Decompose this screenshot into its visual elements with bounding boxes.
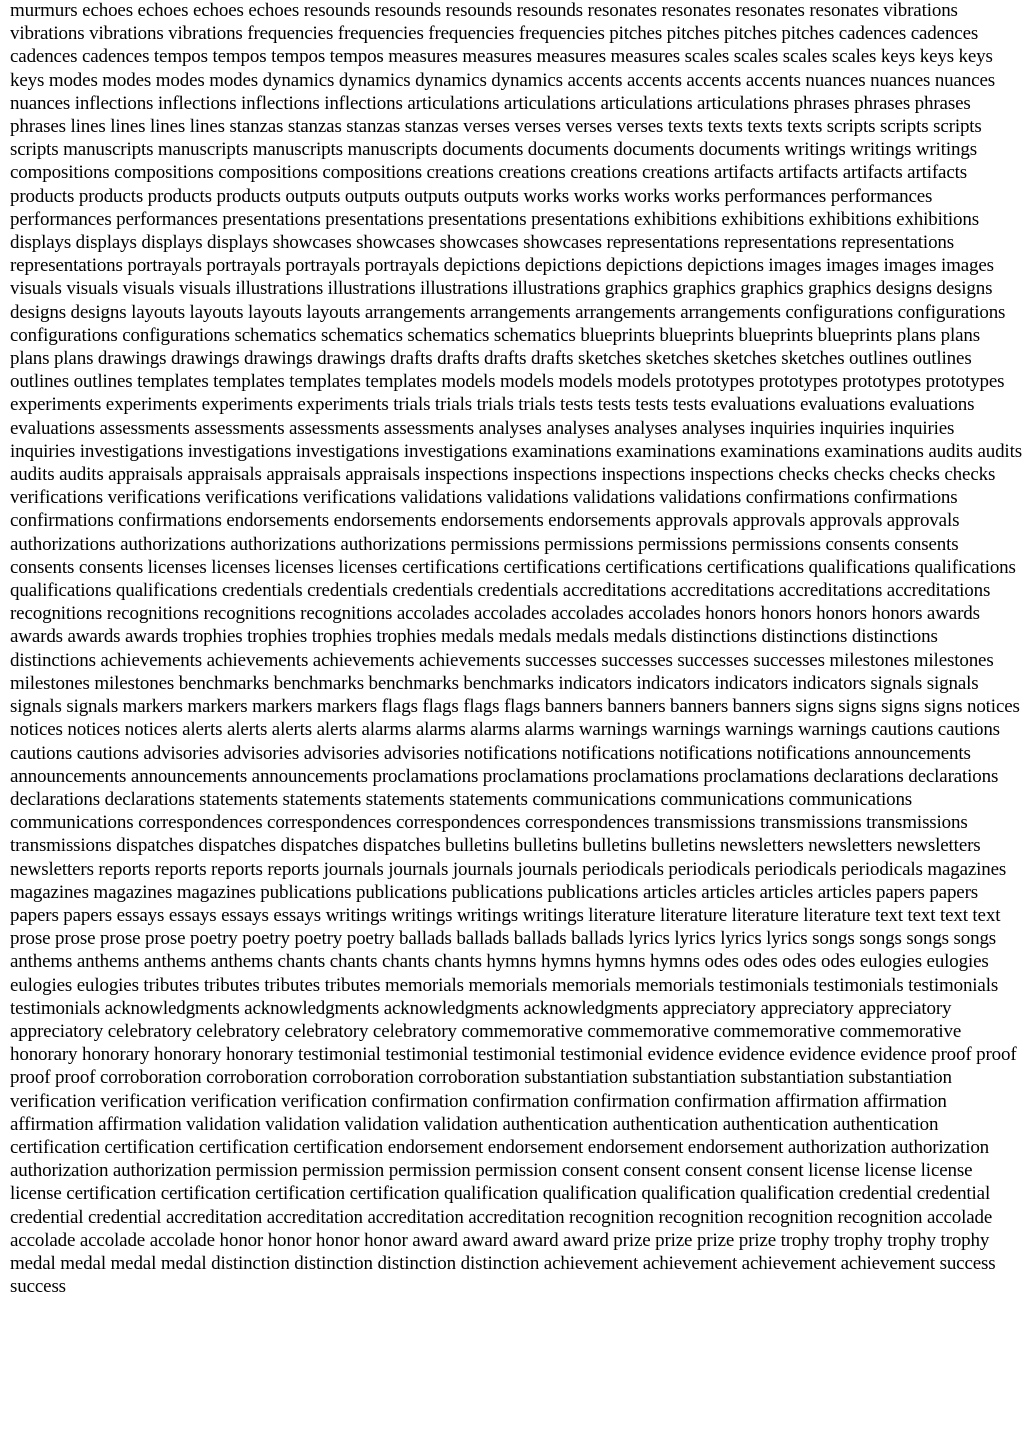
document-page [10, 0, 1022, 1298]
body-text: murmurs echoes echoes echoes echoes resounds resounds resounds resounds resonates resonates resonates resonates vibrations vibrations vibrations vibrations frequencies frequencies frequencies frequencies pitches pitches pitches pitches cadences cadences cadences cadences tempos tempos tempos tempos measures measures measures measures scales scales scales scales keys keys keys keys modes modes modes modes dynamics dynamics dynamics dynamics accents accents accents accents nuances nuances nuances nuances inflections inflections inflections inflections articulations articulations articulations articulations phrases phrases phrases phrases lines lines lines lines stanzas stanzas stanzas stanzas verses verses verses verses texts texts texts texts scripts scripts scripts scripts manuscripts manuscripts manuscripts manuscripts documents documents documents documents writings writings writings compositions compositions compositions compositions creations creations creations creations artifacts artifacts artifacts artifacts products products products products outputs outputs outputs outputs works works works works performances performances performances performances presentations presentations presentations presentations exhibitions exhibitions exhibitions exhibitions displays displays displays displays showcases showcases showcases showcases representations representations representations representations portrayals portrayals portrayals portrayals depictions depictions depictions depictions images images images images visuals visuals visuals visuals illustrations illustrations illustrations illustrations graphics graphics graphics graphics designs designs designs designs layouts layouts layouts layouts arrangements arrangements arrangements arrangements configurations configurations configurations configurations schematics schematics schematics schematics blueprints blueprints blueprints blueprints plans plans plans plans drawings drawings drawings drawings drafts drafts drafts drafts sketches sketches sketches sketches outlines outlines outlines outlines templates templates templates templates models models models models prototypes prototypes prototypes prototypes experiments experiments experiments experiments trials trials trials trials tests tests tests tests evaluations evaluations evaluations evaluations assessments assessments assessments assessments analyses analyses analyses analyses inquiries inquiries inquiries inquiries investigations investigations investigations investigations examinations examinations examinations examinations audits audits audits audits appraisals appraisals appraisals appraisals inspections inspections inspections inspections checks checks checks checks verifications verifications verifications verifications validations validations validations validations confirmations confirmations confirmations confirmations endorsements endorsements endorsements endorsements approvals approvals approvals approvals authorizations authorizations authorizations authorizations permissions permissions permissions permissions consents consents consents consents licenses licenses licenses licenses certifications certifications certifications certifications qualifications qualifications qualifications qualifications credentials credentials credentials credentials accreditations accreditations accreditations accreditations recognitions recognitions recognitions recognitions accolades accolades accolades accolades honors honors honors honors awards awards awards awards trophies trophies trophies trophies medals medals medals medals distinctions distinctions distinctions distinctions achievements achievements achievements achievements successes successes successes successes milestones milestones milestones milestones benchmarks benchmarks benchmarks benchmarks indicators indicators indicators indicators signals signals signals signals markers markers markers markers flags flags flags flags banners banners banners banners signs signs signs signs notices notices notices notices alerts alerts alerts alerts alarms alarms alarms alarms warnings warnings warnings warnings cautions cautions cautions cautions advisories advisories advisories advisories notifications notifications notifications notifications announcements announcements announcements announcements proclamations proclamations proclamations proclamations declarations declarations declarations declarations statements statements statements statements communications communications communications communications correspondences correspondences correspondences correspondences transmissions transmissions transmissions transmissions dispatches dispatches dispatches dispatches bulletins bulletins bulletins bulletins newsletters newsletters newsletters newsletters reports reports reports reports journals journals journals journals periodicals periodicals periodicals periodicals magazines magazines magazines magazines publications publications publications publications articles articles articles articles papers papers papers papers essays essays essays essays writings writings writings writings literature literature literature literature text text text text prose prose prose prose poetry poetry poetry poetry ballads ballads ballads ballads lyrics lyrics lyrics lyrics songs songs songs songs anthems anthems anthems anthems chants chants chants chants hymns hymns hymns hymns odes odes odes odes eulogies eulogies eulogies eulogies tributes tributes tributes tributes memorials memorials memorials memorials testimonials testimonials testimonials testimonials acknowledgments acknowledgments acknowledgments acknowledgments appreciatory appreciatory appreciatory appreciatory celebratory celebratory celebratory celebratory commemorative commemorative commemorative commemorative honorary honorary honorary honorary testimonial testimonial testimonial testimonial evidence evidence evidence evidence proof proof proof proof corroboration corroboration corroboration corroboration substantiation substantiation substantiation substantiation verification verification verification verification confirmation confirmation confirmation confirmation affirmation affirmation affirmation affirmation validation validation validation validation authentication authentication authentication authentication certification certification certification certification endorsement endorsement endorsement endorsement authorization authorization authorization authorization permission permission permission permission consent consent consent consent license license license license certification certification certification certification qualification qualification qualification qualification credential credential credential credential accreditation accreditation accreditation accreditation recognition recognition recognition recognition accolade accolade accolade accolade honor honor honor honor award award award award prize prize prize prize trophy trophy trophy trophy medal medal medal medal distinction distinction distinction distinction achievement achievement achievement achievement success success [10, 0, 1022, 1298]
